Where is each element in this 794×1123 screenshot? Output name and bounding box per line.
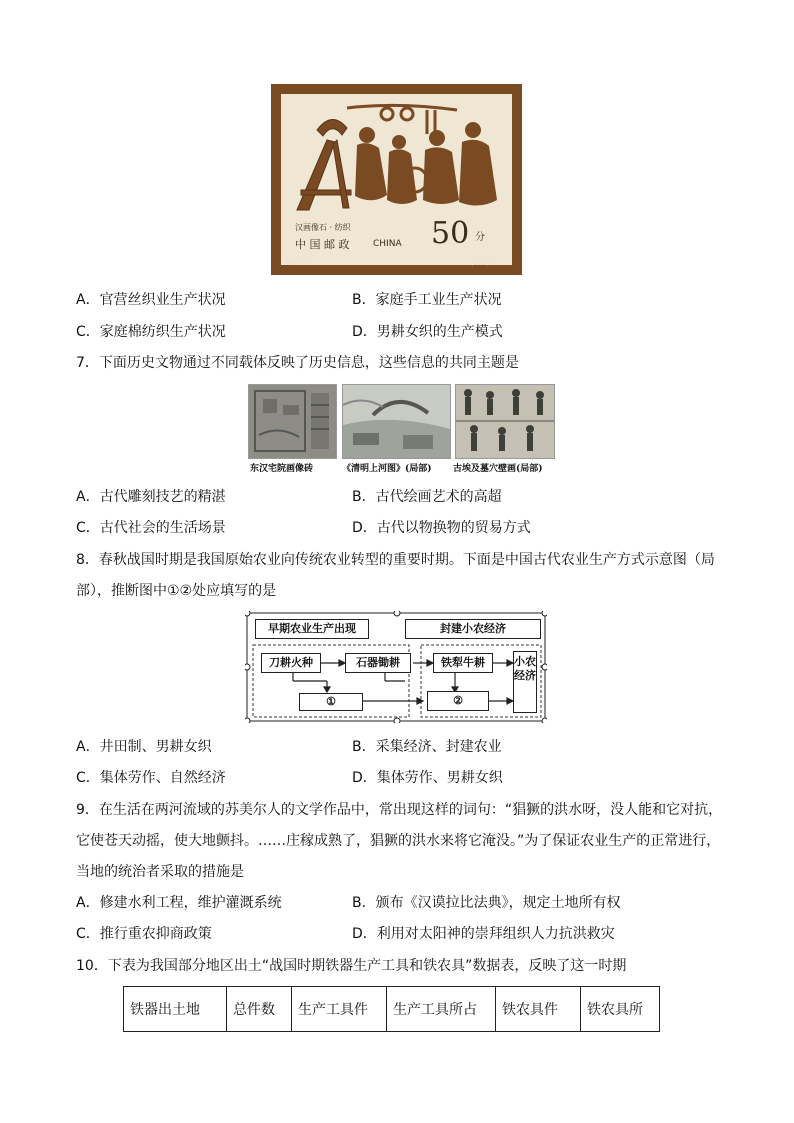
han-brick-caption: 东汉宅院画像砖 xyxy=(250,464,314,474)
stamp-face xyxy=(281,94,512,265)
q9-stem-line3: 当地的统治者采取的措施是 xyxy=(76,864,244,880)
q9-option-a: A．修建水利工程，维护灌溉系统 xyxy=(76,895,282,911)
q9-stem-line1: 9．在生活在两河流域的苏美尔人的文学作品中，常出现这样的词句：“猖獗的洪水呀，没人能和它对抗， xyxy=(76,802,723,818)
q6-option-c: C．家庭棉纺织生产状况 xyxy=(76,324,226,340)
q6-option-a: A．官营丝织业生产状况 xyxy=(76,292,226,308)
q6-option-d: D．男耕女织的生产模式 xyxy=(352,324,503,340)
q6-option-b: B．家庭手工业生产状况 xyxy=(352,292,502,308)
q7-option-d: D．古代以物换物的贸易方式 xyxy=(352,520,531,536)
q8-option-d: D．集体劳作、男耕女织 xyxy=(352,770,503,786)
diagram-box-stone-hoe: 石器锄耕 xyxy=(345,653,411,673)
stamp-code-left: 1999 - 2 xyxy=(285,260,311,267)
agriculture-flow-diagram xyxy=(245,611,547,723)
stamp-image xyxy=(271,84,522,275)
stamp-country: 中 国 邮 政 xyxy=(295,238,350,251)
q7-option-b: B．古代绘画艺术的高超 xyxy=(352,489,502,505)
q9-option-b: B．颁布《汉谟拉比法典》，规定土地所有权 xyxy=(352,895,621,911)
diagram-right-title: 封建小农经济 xyxy=(405,619,541,639)
q9-option-d: D．利用对太阳神的崇拜组织人力抗洪救灾 xyxy=(352,926,615,942)
q7-option-a: A．古代雕刻技艺的精湛 xyxy=(76,489,226,505)
han-brick-relief-art xyxy=(249,385,336,458)
egypt-mural-caption: 古埃及墓穴壁画(局部) xyxy=(453,464,543,474)
table-header-cell: 铁农具所 xyxy=(581,987,660,1032)
table-header-cell: 铁农具件 xyxy=(496,987,581,1032)
diagram-box-slash-and-burn: 刀耕火种 xyxy=(261,653,321,673)
diagram-box-iron-plough: 铁犁牛耕 xyxy=(433,653,493,673)
q7-option-c: C．古代社会的生活场景 xyxy=(76,520,226,536)
table-header-cell: 总件数 xyxy=(227,987,292,1032)
diagram-box-small-farmer: 小农经济 xyxy=(513,651,537,713)
q8-stem-line1: 8．春秋战国时期是我国原始农业向传统农业转型的重要时期。下面是中国古代农业生产方式示意图（局 xyxy=(76,552,715,568)
q8-option-c: C．集体劳作、自然经济 xyxy=(76,770,226,786)
stamp-code-right: (6 - 2) T xyxy=(471,260,495,267)
q10-stem: 10．下表为我国部分地区出土“战国时期铁器生产工具和铁农具”数据表，反映了这一时期 xyxy=(76,958,627,974)
iron-tools-table xyxy=(123,986,660,1032)
egypt-tomb-mural-art xyxy=(456,385,554,458)
qingming-scroll-art xyxy=(343,385,450,458)
stamp-caption: 汉画像石 · 纺织 xyxy=(295,223,351,232)
stamp-unit: 分 xyxy=(475,232,485,243)
qingming-scroll-photo xyxy=(342,384,451,459)
weaving-relief-art xyxy=(287,100,506,215)
stamp-value: 50 xyxy=(431,216,470,251)
q8-stem-line2: 部），推断图中①②处应填写的是 xyxy=(76,583,277,599)
stamp-country-en: CHINA xyxy=(373,239,402,249)
qingming-caption: 《清明上河图》(局部) xyxy=(342,464,432,474)
q9-option-c: C．推行重农抑商政策 xyxy=(76,926,212,942)
q8-option-b: B．采集经济、封建农业 xyxy=(352,739,502,755)
q8-option-a: A．井田制、男耕女织 xyxy=(76,739,212,755)
han-brick-relief-photo xyxy=(248,384,337,459)
table-header-row xyxy=(124,987,660,1032)
table-header-cell: 铁器出土地 xyxy=(124,987,227,1032)
table-header-cell: 生产工具件 xyxy=(292,987,387,1032)
q7-stem: 7．下面历史文物通过不同载体反映了历史信息，这些信息的共同主题是 xyxy=(76,355,519,371)
diagram-left-title: 早期农业生产出现 xyxy=(255,619,369,639)
diagram-box-blank-2: ② xyxy=(427,691,489,711)
egypt-tomb-mural-photo xyxy=(455,384,555,459)
q9-stem-line2: 它使苍天动摇，使大地颤抖。……庄稼成熟了，猖獗的洪水来将它淹没。”为了保证农业生产的正常进行， xyxy=(76,833,721,849)
table-header-cell: 生产工具所占 xyxy=(387,987,496,1032)
diagram-box-blank-1: ① xyxy=(299,693,363,711)
